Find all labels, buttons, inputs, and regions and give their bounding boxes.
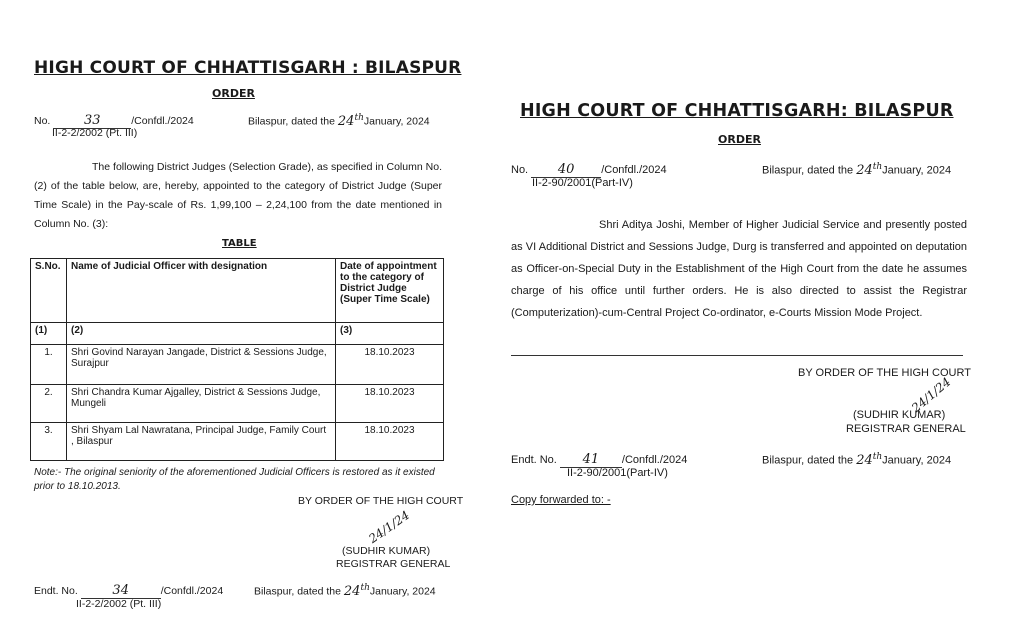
left-endt-date-day: 24 bbox=[343, 583, 361, 599]
table-cell-name: Shri Shyam Lal Nawratana, Principal Judge, Family Court , Bilaspur bbox=[67, 423, 336, 461]
left-endt-value: 34 bbox=[112, 583, 129, 598]
right-confdl: /Confdl./2024 bbox=[601, 164, 667, 176]
right-by-order: BY ORDER OF THE HIGH COURT bbox=[798, 367, 971, 379]
table-colnum-row bbox=[31, 323, 444, 345]
left-endt-date-prefix: Bilaspur, dated the bbox=[254, 585, 341, 598]
left-date-prefix: Bilaspur, dated the bbox=[248, 115, 335, 128]
table-cell-sno: 3. bbox=[31, 423, 67, 461]
left-signatory-name: (SUDHIR KUMAR) bbox=[342, 545, 431, 557]
left-endt-label: Endt. No. bbox=[34, 585, 78, 597]
right-date-day: 24 bbox=[856, 162, 873, 178]
table-cell-date: 18.10.2023 bbox=[336, 423, 444, 461]
left-note: Note:- The original seniority of the aforementioned Judicial Officers is restored as it existed prior to 18.10.2013. bbox=[34, 467, 435, 492]
table-header-date: Date of appointment to the category of District Judge (Super Time Scale) bbox=[336, 259, 444, 323]
left-signatory-title: REGISTRAR GENERAL bbox=[336, 558, 451, 570]
table-cell-date: 18.10.2023 bbox=[336, 385, 444, 423]
table-row bbox=[31, 423, 444, 461]
left-endt-line bbox=[34, 583, 223, 599]
left-endt-date-line bbox=[254, 583, 436, 599]
table-cell-sno: 1. bbox=[31, 345, 67, 385]
right-court-title: HIGH COURT OF CHHATTISGARH: BILASPUR bbox=[520, 101, 954, 121]
right-signature: 24/1/24 bbox=[908, 374, 954, 416]
left-date-line bbox=[248, 113, 430, 129]
table-colnum-1: (1) bbox=[31, 323, 67, 345]
right-order-number-line bbox=[511, 162, 667, 178]
left-order-heading: ORDER bbox=[212, 87, 255, 100]
table-header-name: Name of Judicial Officer with designation bbox=[67, 259, 336, 323]
left-endt-date-month: January, 2024 bbox=[369, 585, 436, 598]
left-date-month: January, 2024 bbox=[363, 115, 430, 128]
right-endt-date-prefix: Bilaspur, dated the bbox=[762, 454, 854, 467]
right-date-line bbox=[762, 162, 951, 178]
table-cell-name: Shri Chandra Kumar Ajgalley, District & Sessions Judge, Mungeli bbox=[67, 385, 336, 423]
left-date-suffix: th bbox=[354, 113, 364, 123]
table-cell-name: Shri Govind Narayan Jangade, District & Sessions Judge, Surajpur bbox=[67, 345, 336, 385]
right-endt-date-day: 24 bbox=[856, 452, 873, 468]
left-confdl: /Confdl./2024 bbox=[131, 115, 194, 127]
right-date-month: January, 2024 bbox=[882, 164, 952, 177]
table-colnum-3: (3) bbox=[336, 323, 444, 345]
left-date-day: 24 bbox=[337, 113, 355, 129]
table-colnum-2: (2) bbox=[67, 323, 336, 345]
right-order-heading: ORDER bbox=[718, 133, 761, 146]
right-endt-label: Endt. No. bbox=[511, 454, 557, 466]
table-row bbox=[31, 345, 444, 385]
left-endt-date-suffix: th bbox=[360, 583, 370, 593]
right-signatory-title: REGISTRAR GENERAL bbox=[846, 423, 966, 435]
right-signatory-name: (SUDHIR KUMAR) bbox=[853, 409, 946, 421]
right-endt-date-suffix: th bbox=[872, 452, 883, 462]
right-date-suffix: th bbox=[872, 162, 883, 172]
left-endt-file-no: II-2-2/2002 (Pt. III) bbox=[76, 598, 162, 610]
right-date-prefix: Bilaspur, dated the bbox=[762, 164, 854, 177]
left-table-heading: TABLE bbox=[222, 238, 257, 249]
right-divider bbox=[511, 355, 963, 356]
right-paragraph: Shri Aditya Joshi, Member of Higher Judicial Service and presently posted as VI Additional District and Sessions Judge, Durg is transferred and appointed on deputation as Officer-on-Special Duty in the Establishment of the High Court from the date he assumes charge of his office until further orders. He is also directed to assist the Registrar (Computerization)-cum-Central Project Co-ordinator, e-Courts Mission Mode Project. bbox=[511, 219, 967, 319]
right-file-no: II-2-90/2001(Part-IV) bbox=[532, 177, 633, 189]
table-cell-sno: 2. bbox=[31, 385, 67, 423]
right-endt-date-month: January, 2024 bbox=[882, 454, 952, 467]
table-header-sno: S.No. bbox=[31, 259, 67, 323]
left-by-order: BY ORDER OF THE HIGH COURT bbox=[298, 495, 464, 507]
right-endt-value: 41 bbox=[582, 452, 600, 467]
right-no-label: No. bbox=[511, 164, 529, 176]
table-header-row bbox=[31, 259, 444, 323]
left-endt-confdl: /Confdl./2024 bbox=[160, 585, 224, 597]
right-endt-confdl: /Confdl./2024 bbox=[621, 454, 688, 466]
left-signature: 24/1/24 bbox=[366, 507, 413, 547]
table-row bbox=[31, 385, 444, 423]
table-cell-date: 18.10.2023 bbox=[336, 345, 444, 385]
appointment-table bbox=[30, 258, 444, 461]
right-endt-file-no: II-2-90/2001(Part-IV) bbox=[567, 467, 668, 479]
left-file-no: II-2-2/2002 (Pt. III) bbox=[52, 127, 138, 139]
right-endt-date-line bbox=[762, 452, 951, 468]
right-endt-line bbox=[511, 452, 687, 468]
left-no-value: 33 bbox=[83, 113, 101, 128]
left-court-title: HIGH COURT OF CHHATTISGARH : BILASPUR bbox=[34, 58, 462, 78]
left-paragraph: The following District Judges (Selection Grade), as specified in Column No. (2) of the table below, are, hereby, appointed to the category of District Judge (Super Time Scale) in the Pay-scale of Rs. 1,99,100 – 2,24,100 from the date mentioned in Column No. (3): bbox=[34, 161, 442, 230]
left-no-label: No. bbox=[34, 115, 51, 127]
right-copy-forwarded: Copy forwarded to: - bbox=[511, 494, 611, 506]
right-no-value: 40 bbox=[557, 162, 575, 177]
